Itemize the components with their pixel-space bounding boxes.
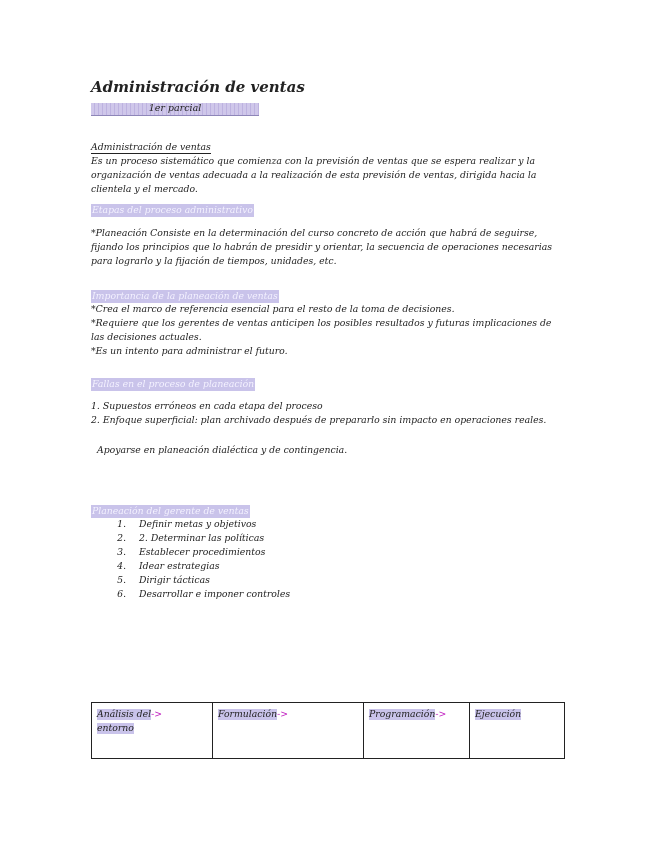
definition-heading xyxy=(91,141,561,155)
section-fallas xyxy=(91,372,561,391)
list-item: 1. Definir metas y objetivos xyxy=(129,518,561,532)
list-item: 5. Dirigir tácticas xyxy=(129,574,561,588)
list-item: 6. Desarrollar e imponer controles xyxy=(129,588,561,602)
definition-text: Es un proceso sistemático que comienza con la previsión de ventas que se espera realizar y la organización de ventas adecuada a la realización de esta previsión de ventas, dirigida hacia la clientela y el mercado. xyxy=(91,156,537,195)
document-page xyxy=(91,78,571,600)
flow-cell-ejecucion xyxy=(470,703,565,759)
planeacion-definition: *Planeación Consiste en la determinación del curso concreto de acción que habrá de seguirse, fijando los principios que lo habrán de presidir y orientar, la secuencia de operaciones necesarias para lograrlo y la fijación de tiempos, unidades, etc. xyxy=(91,228,553,267)
flow-cell-formulacion xyxy=(213,703,364,759)
section-heading: Fallas en el proceso de planeación xyxy=(92,379,255,390)
falla-line: 2. Enfoque superficial: plan archivado después de prepararlo sin impacto en operaciones reales. xyxy=(91,415,547,426)
flow-cell-label-line2: entorno xyxy=(97,723,134,734)
fallas-note: Apoyarse en planeación dialéctica y de contingencia. xyxy=(97,445,348,456)
list-item: 2. 2. Determinar las políticas xyxy=(129,532,561,546)
flow-cell-label: Formulación xyxy=(218,709,278,720)
section-importancia xyxy=(91,284,561,359)
flow-cell-programacion xyxy=(364,703,470,759)
planeacion-steps-list xyxy=(91,518,561,602)
arrow-icon: -> xyxy=(435,709,447,720)
arrow-icon: -> xyxy=(151,709,163,720)
importancia-line: *Requiere que los gerentes de ventas anticipen los posibles resultados y futuras implicaciones de las decisiones actuales. xyxy=(91,318,552,343)
flow-cell-analisis xyxy=(92,703,213,759)
section-planeacion-gerente xyxy=(91,499,561,602)
section-fallas-body xyxy=(91,400,561,458)
section-heading: Etapas del proceso administrativo xyxy=(92,205,253,216)
document-title: Administración de ventas xyxy=(91,78,305,96)
section-etapas xyxy=(91,198,561,217)
section-heading: Importancia de la planeación de ventas xyxy=(92,291,278,302)
list-item: 3. Establecer procedimientos xyxy=(129,546,561,560)
subtitle-bar: 1er parcial xyxy=(91,103,259,116)
definition-heading-text: Administración de ventas xyxy=(91,142,211,153)
importancia-line: *Es un intento para administrar el futuro. xyxy=(91,346,288,357)
flow-cell-label: Ejecución xyxy=(475,709,522,720)
falla-line: 1. Supuestos erróneos en cada etapa del proceso xyxy=(91,401,323,412)
definition-block xyxy=(91,141,561,197)
arrow-icon: -> xyxy=(277,709,289,720)
table-row xyxy=(92,703,565,759)
flow-cell-label: Programación xyxy=(369,709,436,720)
section-heading: Planeación del gerente de ventas xyxy=(92,506,249,517)
flow-cell-label: Análisis del xyxy=(97,709,152,720)
process-flow-table xyxy=(91,702,565,759)
section-etapas-body xyxy=(91,227,561,269)
list-item: 4. Idear estrategias xyxy=(129,560,561,574)
importancia-line: *Crea el marco de referencia esencial para el resto de la toma de decisiones. xyxy=(91,304,455,315)
